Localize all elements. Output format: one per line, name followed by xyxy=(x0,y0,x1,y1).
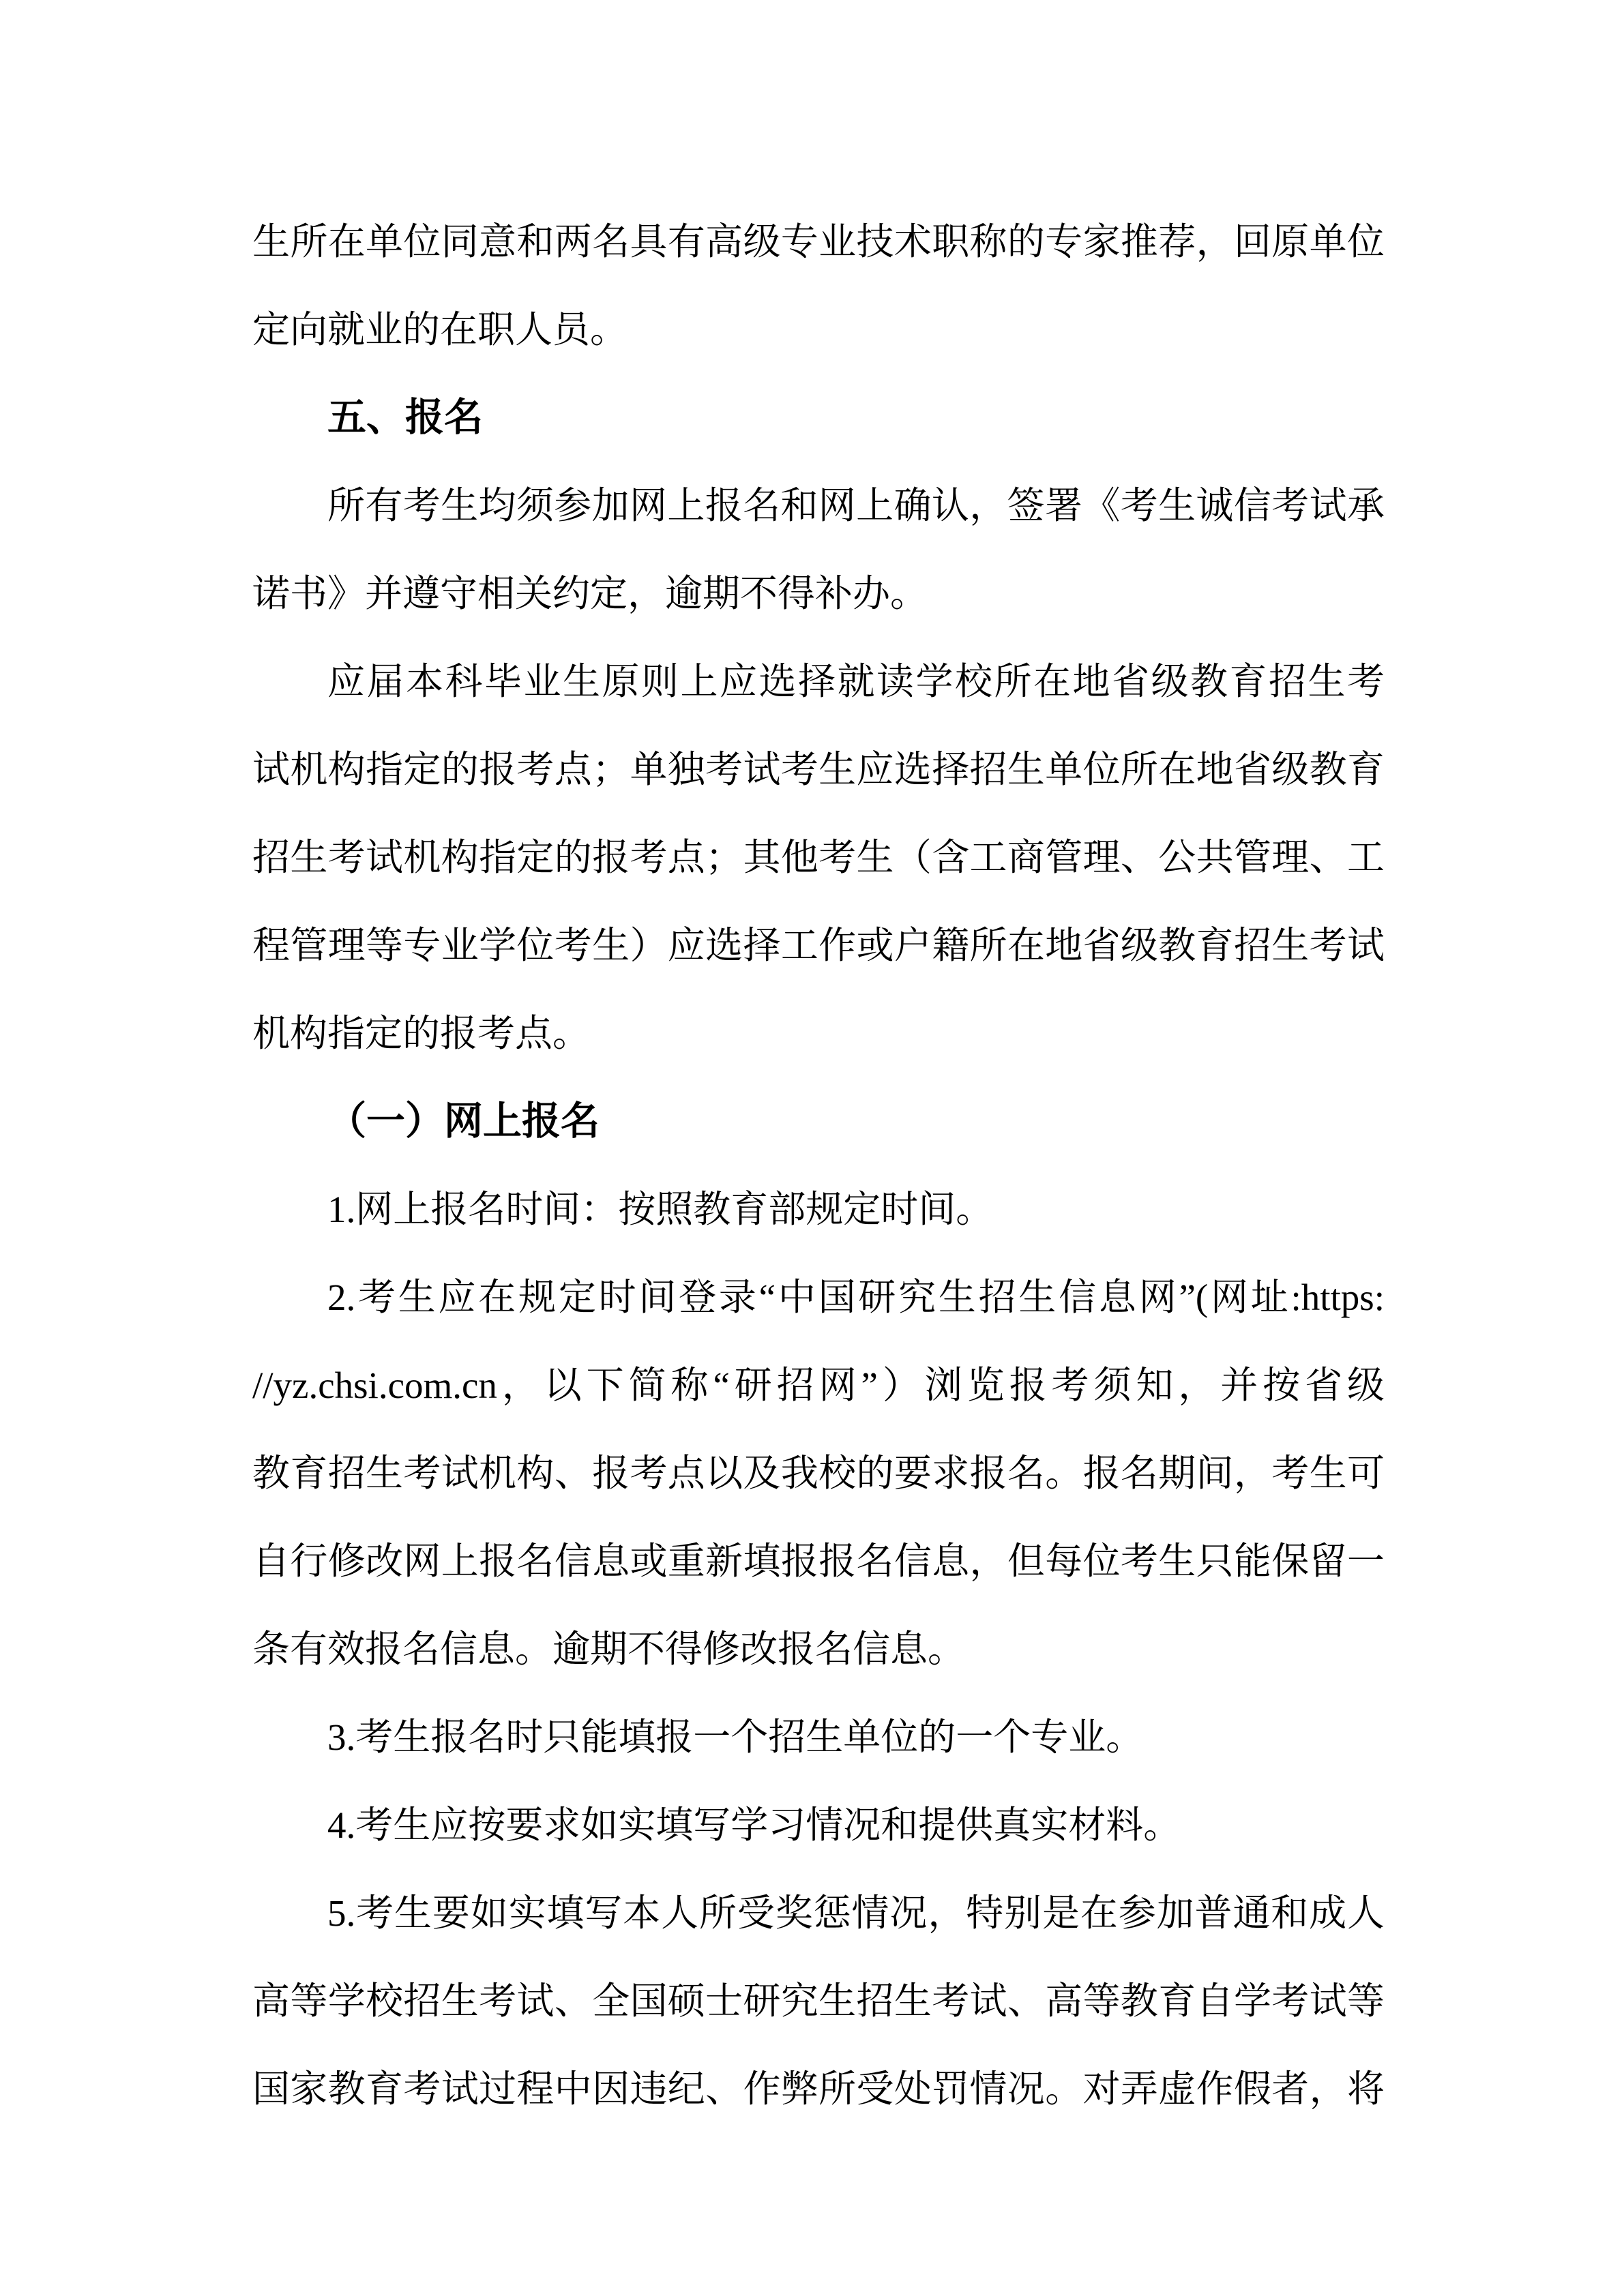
numbered-item-line: 1.网上报名时间：按照教育部规定时间。 xyxy=(327,1189,994,1230)
text-line: 定向就业的在职人员。 xyxy=(252,309,628,351)
text-line: 程管理等专业学位考生）应选择工作或户籍所在地省级教育招生考试 xyxy=(252,925,1385,966)
text-line: 试机构指定的报考点；单独考试考生应选择招生单位所在地省级教育 xyxy=(252,749,1385,790)
text-line: 教育招生考试机构、报考点以及我校的要求报名。报名期间，考生可 xyxy=(252,1452,1385,1494)
text-line: 条有效报名信息。逾期不得修改报名信息。 xyxy=(252,1628,966,1670)
numbered-item-line: 2.考生应在规定时间登录“中国研究生招生信息网”(网址:https: xyxy=(327,1277,1385,1318)
text-line: 所有考生均须参加网上报名和网上确认，签署《考生诚信考试承 xyxy=(327,485,1385,526)
text-line: 应届本科毕业生原则上应选择就读学校所在地省级教育招生考 xyxy=(327,661,1385,702)
text-line: 高等学校招生考试、全国硕士研究生招生考试、高等教育自学考试等 xyxy=(252,1980,1385,2022)
text-line: 自行修改网上报名信息或重新填报报名信息，但每位考生只能保留一 xyxy=(252,1540,1385,1582)
text-line: 机构指定的报考点。 xyxy=(252,1013,591,1054)
text-line: 招生考试机构指定的报考点；其他考生（含工商管理、公共管理、工 xyxy=(252,837,1385,878)
text-line: 诺书》并遵守相关约定，逾期不得补办。 xyxy=(252,573,928,614)
numbered-item-line: 4.考生应按要求如实填写学习情况和提供真实材料。 xyxy=(327,1804,1181,1846)
page-text-block xyxy=(252,198,1385,2133)
text-line: 国家教育考试过程中因违纪、作弊所受处罚情况。对弄虚作假者，将 xyxy=(252,2068,1385,2110)
subsection-heading: （一）网上报名 xyxy=(327,1100,600,1143)
section-heading: 五、报名 xyxy=(327,396,483,439)
numbered-item-line: 3.考生报名时只能填报一个招生单位的一个专业。 xyxy=(327,1716,1144,1758)
numbered-item-line: 5.考生要如实填写本人所受奖惩情况，特别是在参加普通和成人 xyxy=(327,1892,1385,1934)
text-line: 生所在单位同意和两名具有高级专业技术职称的专家推荐，回原单位 xyxy=(252,221,1385,263)
text-line: //yz.chsi.com.cn，以下简称“研招网”）浏览报考须知，并按省级 xyxy=(252,1365,1385,1406)
